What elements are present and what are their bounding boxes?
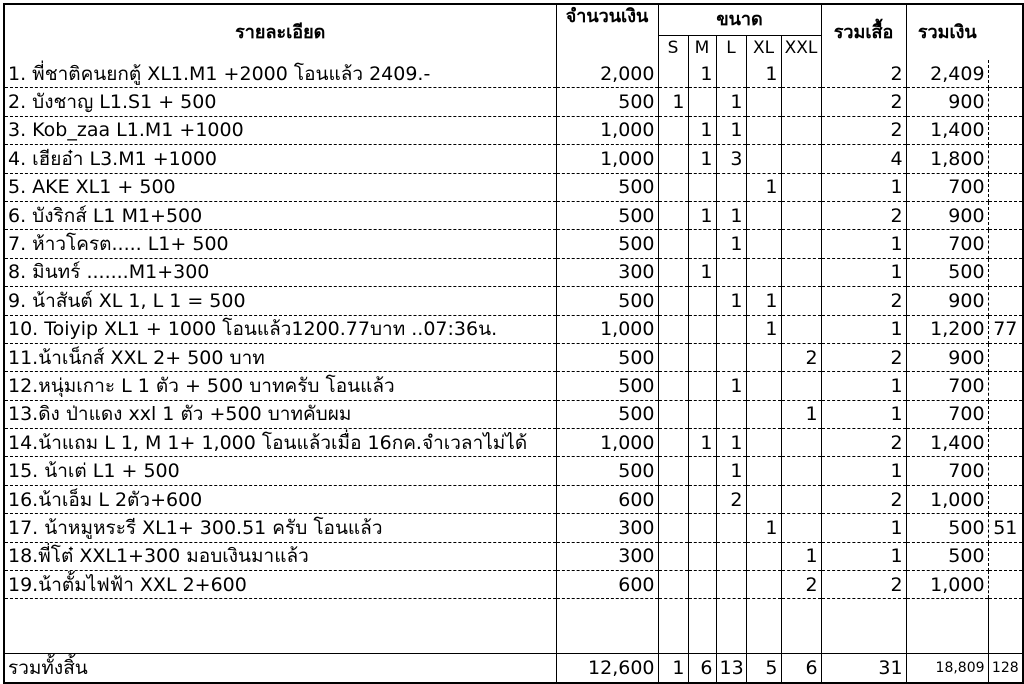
- row-size-m: 1: [688, 60, 716, 88]
- row-size-s: [658, 173, 688, 201]
- row-money: 1,400: [906, 429, 988, 457]
- total-shirts: 31: [821, 654, 906, 684]
- row-size-xxl: [781, 230, 821, 258]
- row-size-m: [688, 287, 716, 315]
- row-description: 2. บังชาญ L1.S1 + 500: [4, 88, 556, 116]
- row-extra: [988, 485, 1023, 513]
- table-row: [4, 60, 1023, 88]
- row-extra: [988, 230, 1023, 258]
- row-size-m: 1: [688, 429, 716, 457]
- row-description: 8. มินทร์ .......M1+300: [4, 258, 556, 286]
- total-row: [4, 654, 1023, 684]
- blank-cell: [688, 599, 716, 654]
- row-size-l: 1: [716, 287, 746, 315]
- row-size-l: [716, 571, 746, 599]
- row-shirts: 1: [821, 315, 906, 343]
- row-amount: 600: [556, 485, 658, 513]
- row-size-xl: [746, 372, 781, 400]
- row-money: 1,000: [906, 485, 988, 513]
- row-shirts: 2: [821, 88, 906, 116]
- row-amount: 500: [556, 457, 658, 485]
- blank-cell: [781, 599, 821, 654]
- row-size-m: 1: [688, 145, 716, 173]
- row-extra: [988, 542, 1023, 570]
- total-size-s: 1: [658, 654, 688, 684]
- blank-row: [4, 599, 1023, 654]
- row-amount: 1,000: [556, 145, 658, 173]
- row-extra: [988, 116, 1023, 144]
- row-size-l: 1: [716, 457, 746, 485]
- row-extra: [988, 173, 1023, 201]
- row-size-xl: [746, 116, 781, 144]
- row-size-m: [688, 173, 716, 201]
- row-size-xxl: [781, 315, 821, 343]
- table-row: [4, 201, 1023, 229]
- row-shirts: 2: [821, 201, 906, 229]
- row-amount: 1,000: [556, 315, 658, 343]
- row-size-l: 2: [716, 485, 746, 513]
- row-money: 500: [906, 514, 988, 542]
- blank-cell: [716, 599, 746, 654]
- row-amount: 500: [556, 230, 658, 258]
- row-money: 1,000: [906, 571, 988, 599]
- row-description: 17. น้าหมูหระรี XL1+ 300.51 ครับ โอนแล้ว: [4, 514, 556, 542]
- total-size-m: 6: [688, 654, 716, 684]
- row-shirts: 2: [821, 343, 906, 371]
- row-money: 700: [906, 457, 988, 485]
- row-shirts: 2: [821, 571, 906, 599]
- row-size-xxl: 2: [781, 571, 821, 599]
- row-size-xxl: [781, 173, 821, 201]
- table-row: [4, 400, 1023, 428]
- row-money: 1,800: [906, 145, 988, 173]
- row-description: 15. น้าเต่ L1 + 500: [4, 457, 556, 485]
- row-extra: [988, 400, 1023, 428]
- table-row: [4, 230, 1023, 258]
- row-size-m: 1: [688, 258, 716, 286]
- row-money: 1,400: [906, 116, 988, 144]
- row-amount: 500: [556, 372, 658, 400]
- row-money: 500: [906, 258, 988, 286]
- row-shirts: 1: [821, 542, 906, 570]
- blank-cell: [906, 599, 988, 654]
- row-size-m: [688, 315, 716, 343]
- row-size-s: [658, 116, 688, 144]
- row-size-xxl: [781, 514, 821, 542]
- row-description: 16.น้าเอ็ม L 2ตัว+600: [4, 485, 556, 513]
- row-size-m: [688, 514, 716, 542]
- row-size-xxl: 1: [781, 542, 821, 570]
- blank-cell: [556, 599, 658, 654]
- blank-cell: [4, 599, 556, 654]
- row-size-l: [716, 258, 746, 286]
- row-description: 6. บังริกส์ L1 M1+500: [4, 201, 556, 229]
- row-size-xxl: [781, 116, 821, 144]
- header-amount: จำนวนเงิน: [556, 4, 658, 60]
- row-size-s: [658, 542, 688, 570]
- row-size-s: 1: [658, 88, 688, 116]
- row-shirts: 1: [821, 400, 906, 428]
- row-size-xxl: [781, 145, 821, 173]
- row-size-xl: 1: [746, 315, 781, 343]
- row-shirts: 1: [821, 230, 906, 258]
- row-size-l: [716, 542, 746, 570]
- row-size-l: [716, 514, 746, 542]
- row-description: 14.น้าแถม L 1, M 1+ 1,000 โอนแล้วเมื่อ 16กค.จำเวลาไม่ได้: [4, 429, 556, 457]
- row-extra: [988, 258, 1023, 286]
- row-size-s: [658, 372, 688, 400]
- row-size-s: [658, 571, 688, 599]
- row-money: 700: [906, 372, 988, 400]
- row-size-xxl: [781, 429, 821, 457]
- row-size-xxl: [781, 60, 821, 88]
- row-money: 1,200: [906, 315, 988, 343]
- table-row: [4, 429, 1023, 457]
- table-row: [4, 88, 1023, 116]
- table-row: [4, 116, 1023, 144]
- table-row: [4, 542, 1023, 570]
- table-row: [4, 514, 1023, 542]
- row-amount: 1,000: [556, 429, 658, 457]
- table-row: [4, 287, 1023, 315]
- orders-body: [4, 60, 1023, 654]
- row-size-s: [658, 230, 688, 258]
- row-description: 18.พี่โต๋ XXL1+300 มอบเงินมาแล้ว: [4, 542, 556, 570]
- row-size-s: [658, 400, 688, 428]
- row-size-m: [688, 372, 716, 400]
- table-row: [4, 315, 1023, 343]
- row-size-xl: [746, 88, 781, 116]
- row-extra: [988, 287, 1023, 315]
- table-row: [4, 173, 1023, 201]
- row-shirts: 1: [821, 372, 906, 400]
- row-size-s: [658, 145, 688, 173]
- blank-cell: [658, 599, 688, 654]
- table-row: [4, 258, 1023, 286]
- table-row: [4, 457, 1023, 485]
- header-total-shirts: รวมเสื้อ: [821, 4, 906, 60]
- table-row: [4, 485, 1023, 513]
- row-size-m: [688, 542, 716, 570]
- row-size-s: [658, 60, 688, 88]
- row-shirts: 1: [821, 457, 906, 485]
- row-size-l: 3: [716, 145, 746, 173]
- row-size-l: 1: [716, 88, 746, 116]
- row-size-l: [716, 173, 746, 201]
- row-money: 700: [906, 230, 988, 258]
- row-shirts: 2: [821, 287, 906, 315]
- row-shirts: 4: [821, 145, 906, 173]
- row-size-xxl: [781, 88, 821, 116]
- row-size-xxl: [781, 258, 821, 286]
- row-size-s: [658, 343, 688, 371]
- row-size-xxl: [781, 287, 821, 315]
- order-sheet: [3, 3, 1022, 684]
- blank-cell: [746, 599, 781, 654]
- row-size-xl: [746, 201, 781, 229]
- row-extra: [988, 571, 1023, 599]
- row-amount: 500: [556, 400, 658, 428]
- row-size-s: [658, 457, 688, 485]
- row-amount: 500: [556, 173, 658, 201]
- row-amount: 500: [556, 201, 658, 229]
- header-size-l: L: [716, 36, 746, 61]
- row-extra: 77: [988, 315, 1023, 343]
- row-amount: 300: [556, 514, 658, 542]
- row-size-xl: [746, 457, 781, 485]
- row-description: 7. ห้าวโครต..... L1+ 500: [4, 230, 556, 258]
- header-total-money: รวมเงิน: [917, 21, 977, 43]
- table-row: [4, 145, 1023, 173]
- total-money: 18,809: [906, 654, 988, 684]
- row-size-s: [658, 258, 688, 286]
- row-size-xl: [746, 571, 781, 599]
- row-extra: 51: [988, 514, 1023, 542]
- header-size-s: S: [658, 36, 688, 61]
- row-extra: [988, 88, 1023, 116]
- row-description: 9. น้าสันต์ XL 1, L 1 = 500: [4, 287, 556, 315]
- header-size-xl: XL: [746, 36, 781, 61]
- row-shirts: 1: [821, 258, 906, 286]
- row-size-l: 1: [716, 230, 746, 258]
- row-extra: [988, 429, 1023, 457]
- row-size-xxl: [781, 201, 821, 229]
- row-size-l: [716, 400, 746, 428]
- row-size-m: 1: [688, 116, 716, 144]
- row-extra: [988, 60, 1023, 88]
- total-label: รวมทั้งสิ้น: [4, 654, 556, 684]
- row-description: 12.หนุ่มเกาะ L 1 ตัว + 500 บาทครับ โอนแล้ว: [4, 372, 556, 400]
- row-size-xl: [746, 542, 781, 570]
- row-size-xxl: [781, 372, 821, 400]
- header-size-xxl: XXL: [781, 36, 821, 61]
- row-size-l: [716, 315, 746, 343]
- header-details: รายละเอียด: [4, 4, 556, 60]
- row-size-xl: [746, 400, 781, 428]
- row-size-m: [688, 457, 716, 485]
- row-size-l: 1: [716, 372, 746, 400]
- orders-table: [3, 3, 1024, 684]
- row-shirts: 2: [821, 485, 906, 513]
- row-size-s: [658, 315, 688, 343]
- header-extra: [988, 4, 1023, 60]
- row-size-m: [688, 230, 716, 258]
- table-row: [4, 372, 1023, 400]
- row-amount: 1,000: [556, 116, 658, 144]
- row-size-xl: [746, 145, 781, 173]
- header-size-m: M: [688, 36, 716, 61]
- row-size-s: [658, 287, 688, 315]
- row-money: 2,409: [906, 60, 988, 88]
- row-size-s: [658, 514, 688, 542]
- row-size-m: 1: [688, 201, 716, 229]
- row-amount: 300: [556, 542, 658, 570]
- row-amount: 600: [556, 571, 658, 599]
- row-description: 10. Toiyip XL1 + 1000 โอนแล้ว1200.77บาท ..07:36น.: [4, 315, 556, 343]
- row-amount: 500: [556, 88, 658, 116]
- blank-cell: [988, 599, 1023, 654]
- row-description: 4. เฮียอ๋า L3.M1 +1000: [4, 145, 556, 173]
- row-description: 1. พี่ชาติคนยกตู้ XL1.M1 +2000 โอนแล้ว 2409.-: [4, 60, 556, 88]
- row-money: 900: [906, 88, 988, 116]
- row-size-xxl: [781, 457, 821, 485]
- row-size-l: 1: [716, 116, 746, 144]
- row-size-s: [658, 201, 688, 229]
- row-size-l: [716, 60, 746, 88]
- row-shirts: 1: [821, 173, 906, 201]
- row-size-m: [688, 343, 716, 371]
- row-size-s: [658, 485, 688, 513]
- row-description: 11.น้าเน็กส์ XXL 2+ 500 บาท: [4, 343, 556, 371]
- table-row: [4, 343, 1023, 371]
- row-amount: 2,000: [556, 60, 658, 88]
- row-size-xl: [746, 485, 781, 513]
- row-money: 500: [906, 542, 988, 570]
- row-size-xxl: [781, 485, 821, 513]
- row-shirts: 2: [821, 116, 906, 144]
- row-money: 900: [906, 201, 988, 229]
- row-size-xxl: 2: [781, 343, 821, 371]
- row-amount: 500: [556, 287, 658, 315]
- total-size-xl: 5: [746, 654, 781, 684]
- row-money: 700: [906, 400, 988, 428]
- row-description: 19.น้าตั้มไฟฟ้า XXL 2+600: [4, 571, 556, 599]
- row-size-m: [688, 571, 716, 599]
- row-size-l: [716, 343, 746, 371]
- row-shirts: 1: [821, 514, 906, 542]
- header-size: ขนาด: [658, 4, 821, 36]
- total-amount: 12,600: [556, 654, 658, 684]
- row-amount: 500: [556, 343, 658, 371]
- row-size-l: 1: [716, 429, 746, 457]
- row-description: 13.ดิง ป่าแดง xxl 1 ตัว +500 บาทคับผม: [4, 400, 556, 428]
- blank-cell: [821, 599, 906, 654]
- row-size-xl: 1: [746, 514, 781, 542]
- row-extra: [988, 372, 1023, 400]
- row-money: 700: [906, 173, 988, 201]
- row-description: 3. Kob_zaa L1.M1 +1000: [4, 116, 556, 144]
- row-size-m: [688, 88, 716, 116]
- row-money: 900: [906, 287, 988, 315]
- row-size-xxl: 1: [781, 400, 821, 428]
- row-extra: [988, 201, 1023, 229]
- row-description: 5. AKE XL1 + 500: [4, 173, 556, 201]
- row-size-xl: [746, 343, 781, 371]
- row-shirts: 2: [821, 429, 906, 457]
- row-size-xl: [746, 429, 781, 457]
- row-size-xl: [746, 230, 781, 258]
- row-extra: [988, 457, 1023, 485]
- row-size-m: [688, 485, 716, 513]
- row-extra: [988, 343, 1023, 371]
- row-shirts: 2: [821, 60, 906, 88]
- row-size-l: 1: [716, 201, 746, 229]
- row-size-xl: 1: [746, 173, 781, 201]
- table-row: [4, 571, 1023, 599]
- row-size-s: [658, 429, 688, 457]
- row-extra: [988, 145, 1023, 173]
- row-size-m: [688, 400, 716, 428]
- total-extra: 128: [988, 654, 1023, 684]
- total-size-xxl: 6: [781, 654, 821, 684]
- row-size-xl: [746, 258, 781, 286]
- row-money: 900: [906, 343, 988, 371]
- row-size-xl: 1: [746, 287, 781, 315]
- total-size-l: 13: [716, 654, 746, 684]
- row-size-xl: 1: [746, 60, 781, 88]
- row-amount: 300: [556, 258, 658, 286]
